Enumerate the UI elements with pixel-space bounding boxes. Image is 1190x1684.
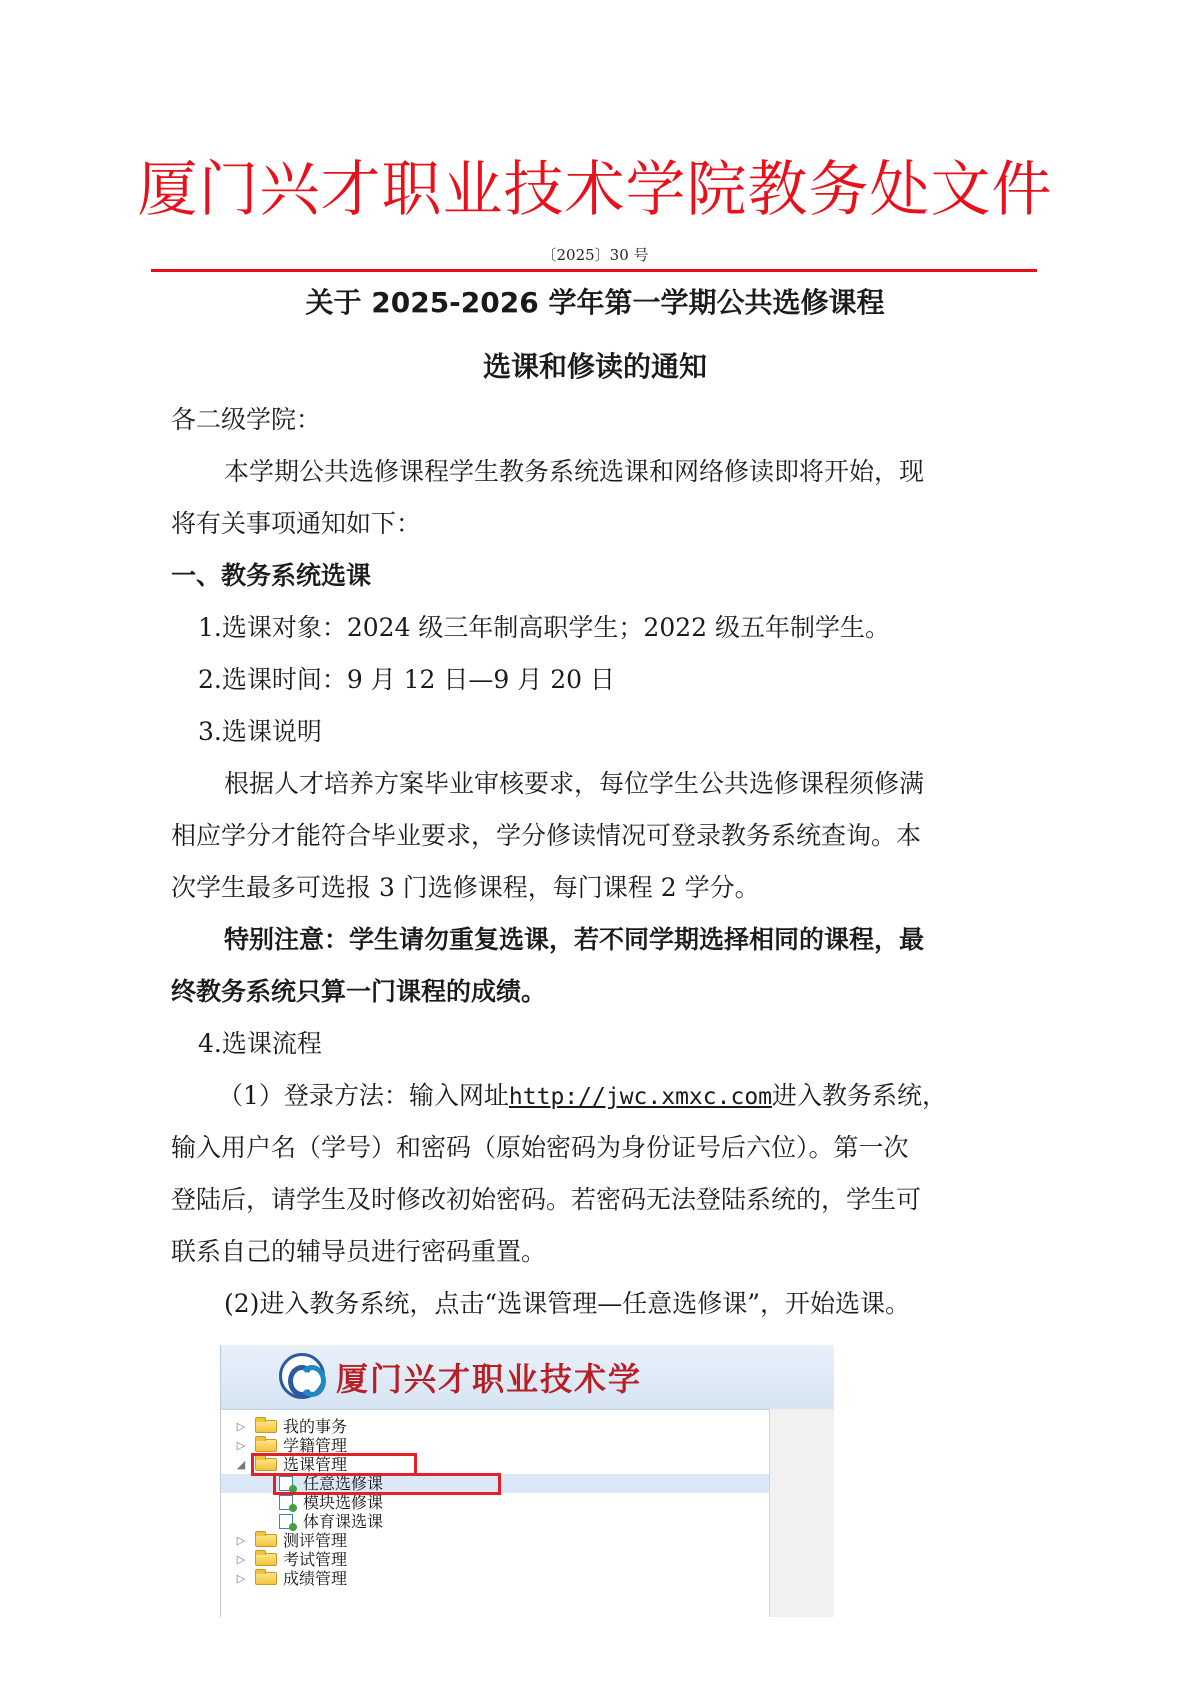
item4-selection-process: 4.选课流程	[198, 1029, 322, 1058]
step1-prefix: （1）登录方法：输入网址	[218, 1081, 509, 1110]
highlight-box-elective-courses	[273, 1473, 501, 1495]
tree-item-label: 我的事务	[283, 1417, 348, 1436]
tree-item-label: 学籍管理	[283, 1436, 348, 1455]
folder-icon	[255, 1534, 277, 1547]
expand-arrow-icon[interactable]: ▷	[236, 1572, 246, 1585]
tree-item-label: 考试管理	[283, 1550, 348, 1569]
description-line2: 相应学分才能符合毕业要求，学分修读情况可登录教务系统查询。本	[171, 821, 922, 850]
warning-line2: 终教务系统只算一门课程的成绩。	[171, 977, 547, 1006]
expand-arrow-icon[interactable]: ▷	[236, 1534, 246, 1547]
content-area	[769, 1409, 834, 1617]
step1-line2: 输入用户名（学号）和密码（原始密码为身份证号后六位）。第一次	[171, 1133, 909, 1162]
header-red-rule	[151, 269, 1037, 272]
intro-paragraph-line1: 本学期公共选修课程学生教务系统选课和网络修读即将开始，现	[224, 457, 925, 486]
tree-item-label: 测评管理	[283, 1531, 348, 1550]
expand-arrow-icon[interactable]: ▷	[236, 1553, 246, 1566]
step1-line4: 联系自己的辅导员进行密码重置。	[171, 1237, 547, 1266]
step1-suffix: 进入教务系统，	[772, 1081, 948, 1110]
system-banner	[221, 1345, 834, 1410]
school-logo-icon	[279, 1353, 325, 1399]
tree-item-label: 成绩管理	[283, 1569, 348, 1588]
system-school-name: 厦门兴才职业技术学	[336, 1360, 643, 1398]
description-line3: 次学生最多可选报 3 门选修课程，每门课程 2 学分。	[171, 873, 760, 902]
step1-line1	[218, 1079, 947, 1114]
salutation: 各二级学院：	[171, 405, 322, 434]
section1-heading: 一、教务系统选课	[171, 561, 372, 590]
document-header-title: 厦门兴才职业技术学院教务处文件	[137, 155, 1053, 225]
expand-arrow-icon[interactable]: ▷	[236, 1420, 246, 1433]
warning-line1: 特别注意：学生请勿重复选课，若不同学期选择相同的课程，最	[224, 925, 925, 954]
expand-arrow-icon[interactable]: ▷	[236, 1439, 246, 1452]
step1-line3: 登陆后，请学生及时修改初始密码。若密码无法登陆系统的，学生可	[171, 1185, 922, 1214]
collapse-arrow-icon[interactable]: ◢	[236, 1458, 246, 1471]
intro-paragraph-line2: 将有关事项通知如下：	[171, 509, 422, 538]
step2-line: (2)进入教务系统，点击“选课管理—任意选修课”，开始选课。	[224, 1289, 910, 1318]
notice-title-line2: 选课和修读的通知	[482, 350, 707, 383]
notice-title-line1: 关于 2025-2026 学年第一学期公共选修课程	[305, 286, 885, 319]
folder-icon	[255, 1572, 277, 1585]
document-number: 〔2025〕30 号	[541, 246, 649, 264]
tree-item-label: 模块选修课	[303, 1493, 384, 1512]
tree-item-label: 任意选修课	[303, 1474, 384, 1493]
description-line1: 根据人才培养方案毕业审核要求，每位学生公共选修课程须修满	[224, 769, 925, 798]
page-icon	[279, 1514, 293, 1529]
tree-item-label: 体育课选课	[303, 1512, 384, 1531]
system-menu-screenshot	[220, 1345, 834, 1617]
page-icon	[279, 1495, 293, 1510]
navigation-tree	[221, 1417, 769, 1617]
item3-selection-notes: 3.选课说明	[198, 717, 322, 746]
folder-icon	[255, 1439, 277, 1452]
item1-target-students: 1.选课对象：2024 级三年制高职学生；2022 级五年制学生。	[198, 613, 890, 642]
item2-selection-time: 2.选课时间：9 月 12 日—9 月 20 日	[198, 665, 615, 694]
system-url-link[interactable]: http://jwc.xmxc.com	[508, 1084, 773, 1110]
folder-icon	[255, 1420, 277, 1433]
tree-item-label: 选课管理	[283, 1455, 348, 1474]
folder-icon	[255, 1553, 277, 1566]
